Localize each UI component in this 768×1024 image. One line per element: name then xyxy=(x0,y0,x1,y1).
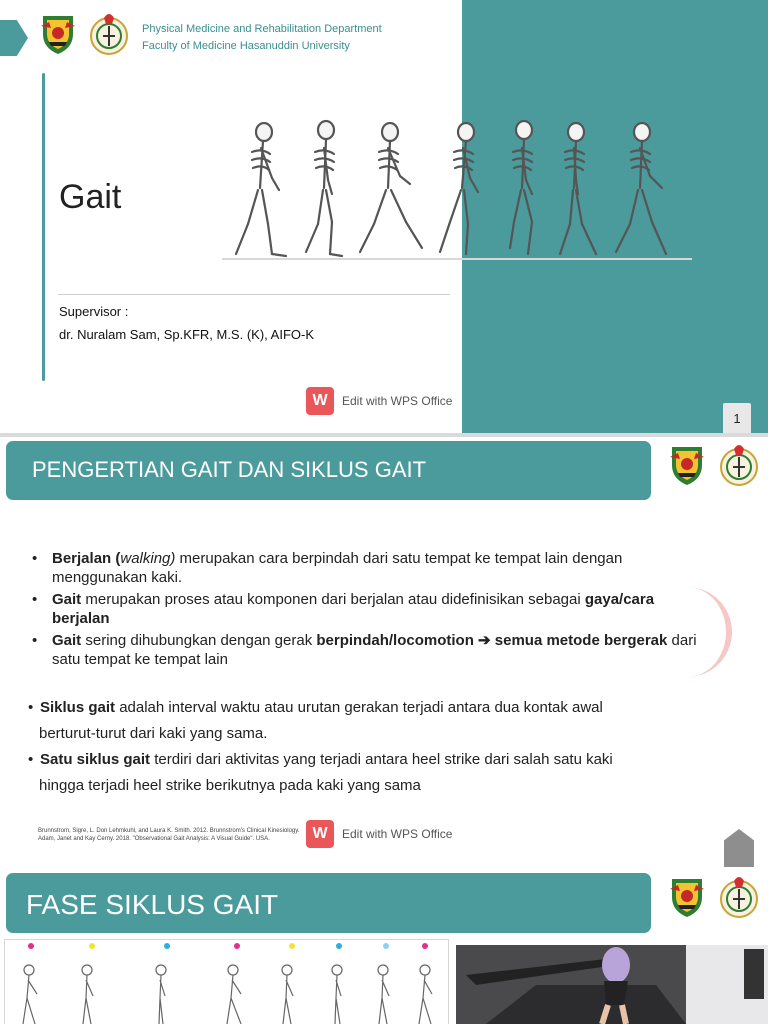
skeleton-walking-figure-icon xyxy=(306,121,342,256)
skeleton-walking-figure-icon xyxy=(560,123,596,254)
wps-logo-icon: W xyxy=(306,387,334,415)
slide-title: Gait xyxy=(59,178,122,216)
treadmill-video-frame[interactable] xyxy=(456,945,768,1024)
walking-figure-icon xyxy=(419,965,432,1024)
gait-cycle-list xyxy=(32,695,732,799)
department-name: Physical Medicine and Rehabilitation Department xyxy=(142,23,382,35)
list-item: • Gait merupakan proses atau komponen dari berjalan atau didefinisikan sebagai gaya/cara berjalan xyxy=(32,590,712,628)
wps-watermark[interactable] xyxy=(306,820,452,848)
walking-figure-icon xyxy=(378,965,389,1024)
faculty-name: Faculty of Medicine Hasanuddin University xyxy=(142,40,350,52)
skeleton-walking-figure-icon xyxy=(236,123,286,256)
list-item: • Siklus gait adalah interval waktu atau urutan gerakan terjadi antara dua kontak awal xyxy=(32,695,732,721)
slide-heading: FASE SIKLUS GAIT xyxy=(26,889,279,920)
list-item-continuation: hingga terjadi heel strike berikutnya pada kaki yang sama xyxy=(39,777,421,794)
list-item: • Gait sering dihubungkan dengan gerak berpindah/locomotion ➔ semua metode bergerak dari satu tempat ke tempat lain xyxy=(32,631,712,669)
slide-heading-banner xyxy=(6,441,651,500)
gait-phase-illustration xyxy=(4,939,449,1024)
walking-figure-icon xyxy=(82,965,93,1024)
wps-watermark-text: Edit with WPS Office xyxy=(342,394,453,408)
list-item: • Satu siklus gait terdiri dari aktivitas yang terjadi antara heel strike dari salah satu kaki xyxy=(32,747,732,773)
phase-marker-dot xyxy=(28,943,34,949)
supervisor-label: Supervisor : xyxy=(59,304,129,319)
wps-logo-icon: W xyxy=(306,820,334,848)
university-logo-icon xyxy=(666,875,708,919)
walking-figure-icon xyxy=(23,965,37,1024)
phase-marker-dot xyxy=(289,943,295,949)
definition-list xyxy=(32,549,712,672)
title-slide xyxy=(0,0,768,433)
divider xyxy=(58,294,450,295)
list-item-continuation: berturut-turut dari kaki yang sama. xyxy=(39,725,268,742)
university-logo-icon xyxy=(666,443,708,487)
walking-figure-icon xyxy=(332,965,342,1024)
arrow-tab xyxy=(0,20,28,56)
university-logo-icon xyxy=(37,12,79,56)
walking-figure-icon xyxy=(227,965,241,1024)
walking-figure-icon xyxy=(282,965,293,1024)
phase-marker-dot xyxy=(383,943,389,949)
skeleton-walking-figure-icon xyxy=(510,121,532,254)
phase-marker-dot xyxy=(336,943,342,949)
medical-faculty-logo-icon xyxy=(718,443,760,487)
phase-marker-dot xyxy=(422,943,428,949)
wps-watermark-text: Edit with WPS Office xyxy=(342,827,453,841)
walking-figure-icon xyxy=(156,965,166,1024)
wps-watermark[interactable] xyxy=(306,387,452,415)
supervisor-name: dr. Nuralam Sam, Sp.KFR, M.S. (K), AIFO-K xyxy=(59,327,314,342)
accent-line xyxy=(42,73,45,381)
slide-heading-banner xyxy=(6,873,651,933)
phase-marker-dot xyxy=(89,943,95,949)
medical-faculty-logo-icon xyxy=(718,875,760,919)
medical-faculty-logo-icon xyxy=(88,12,130,56)
reference-item: Adam, Janet and Kay Cerny. 2018. "Observational Gait Analysis: A Visual Guide". USA. xyxy=(38,836,270,842)
treadmill-photo xyxy=(456,945,768,1024)
gait-phase-slide xyxy=(0,867,768,1024)
page-number: 1 xyxy=(723,403,751,433)
skeleton-walking-figure-icon xyxy=(616,123,666,254)
definition-slide xyxy=(0,437,768,867)
slide-heading: PENGERTIAN GAIT DAN SIKLUS GAIT xyxy=(32,457,427,482)
list-item: • Berjalan (walking) merupakan cara berpindah dari satu tempat ke tempat lain dengan menggunakan kaki. xyxy=(32,549,712,587)
gait-figures xyxy=(5,940,448,1024)
reference-item: Brunnstrom, Sigre, L. Don Lehmkuhl, and Laura K. Smith. 2012. Brunnstrom's Clinical Kinesiology. xyxy=(38,828,300,834)
decorative-shape xyxy=(724,829,754,867)
references xyxy=(38,827,300,843)
phase-marker-dot xyxy=(164,943,170,949)
skeleton-walking-figure-icon xyxy=(440,123,478,254)
phase-marker-dot xyxy=(234,943,240,949)
skeleton-walking-figure-icon xyxy=(360,123,422,252)
walking-skeletons xyxy=(222,118,692,264)
